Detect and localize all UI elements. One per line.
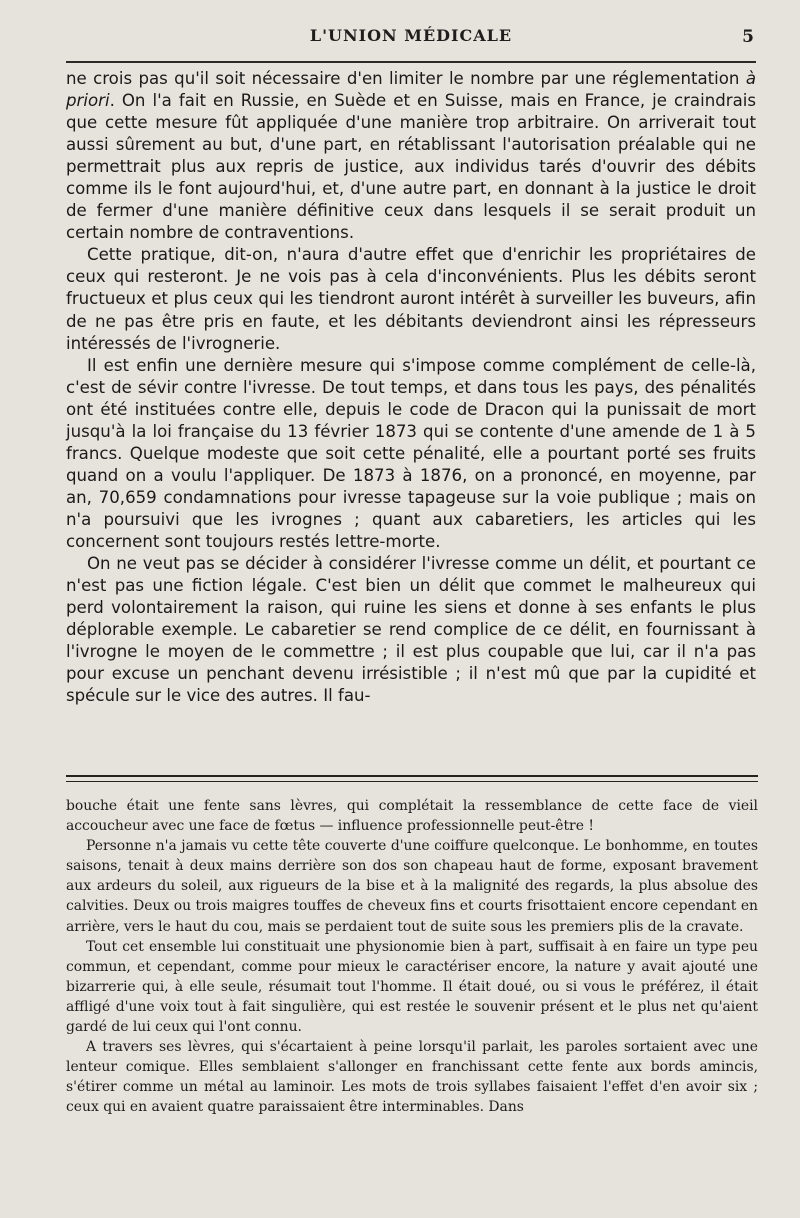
running-head bbox=[66, 26, 756, 52]
feuilleton-paragraph: A travers ses lèvres, qui s'écartaient à peine lorsqu'il parlait, les paroles sortaient avec une lenteur comique. Elles semblaient s'allonger en franchissant cette fente aux bords amincis, s'étirer comme un métal au laminoir. Les mots de trois syllabes faisaient l'effet d'en avoir six ; ceux qui en avaient quatre paraissaient être interminables. Dans bbox=[66, 1039, 758, 1116]
paragraph-text-end: . On l'a fait en Russie, en Suède et en Suisse, mais en France, je craindrais que cette mesure fût appliquée d'une manière trop arbitraire. On arriverait tout aussi sûrement au but, d'une part, en rétablissant l'autorisation préalable qui ne permettrait plus aux repris de justice, aux individus tarés d'ouvrir des débits comme ils le font aujourd'hui, et, d'une autre part, en donnant à la justice le droit de fermer d'une manière définitive ceux dans lesquels il se serait produit un certain nombre de contraventions. bbox=[66, 91, 756, 243]
journal-title: L'UNION MÉDICALE bbox=[309, 26, 513, 45]
latin-emphasis: à priori bbox=[66, 69, 756, 111]
article-paragraph: On ne veut pas se décider à considérer l'ivresse comme un délit, et pourtant ce n'est pas une fiction légale. C'est bien un délit que commet le malheureux qui perd volontairement la raison, qui ruine les siens et donne à ses enfants le plus déplorable exemple. Le cabaretier se rend complice de ce délit, en fournissant à l'ivrogne le moyen de le commettre ; il est plus coupable que lui, car il n'a pas pour excuse un penchant devenu irrésistible ; il n'est mû que par la cupidité et spécule sur le vice des autres. Il fau- bbox=[66, 554, 756, 706]
feuilleton-paragraph: bouche était une fente sans lèvres, qui complétait la ressemblance de cette face de vieil accoucheur avec une face de fœtus — influence professionnelle peut-être ! bbox=[66, 798, 758, 835]
feuilleton-paragraph: Personne n'a jamais vu cette tête couverte d'une coiffure quelconque. Le bonhomme, en toutes saisons, tenait à deux mains derrière son dos son chapeau haut de forme, exposant bravement aux ardeurs du soleil, aux rigueurs de la bise et à la malignité des regards, la plus absolue des calvities. Deux ou trois maigres touffes de cheveux fins et courts frisottaient encore cependant en arrière, vers le haut du cou, mais se perdaient tout de suite sous les premiers plis de la cravate. bbox=[66, 838, 758, 935]
article-paragraph: Il est enfin une dernière mesure qui s'impose comme complément de celle-là, c'est de sévir contre l'ivresse. De tout temps, et dans tous les pays, des pénalités ont été instituées contre elle, depuis le code de Dracon qui la punissait de mort jusqu'à la loi française du 13 février 1873 qui se contente d'une amende de 1 à 5 francs. Quelque modeste que soit cette pénalité, elle a pourtant porté ses fruits quand on a voulu l'appliquer. De 1873 à 1876, on a prononcé, en moyenne, par an, 70,659 condamnations pour ivresse tapageuse sur la voie publique ; mais on n'a poursuivi que les ivrognes ; quant aux cabaretiers, les articles qui les concernent sont toujours restés lettre-morte. bbox=[66, 355, 756, 551]
feuilleton-paragraph: Tout cet ensemble lui constituait une physionomie bien à part, suffisait à en faire un type peu commun, et cependant, comme pour mieux le caractériser encore, la nature y avait ajouté une bizarrerie qui, à elle seule, résumait tout l'homme. Il était doué, ou si vous le préférez, il était affligé d'une voix tout à fait singulière, qui est restée le souvenir présent et le plus net qu'aient gardé de lui ceux qui l'ont connu. bbox=[66, 938, 758, 1036]
article-body bbox=[66, 68, 756, 707]
feuilleton-body bbox=[66, 796, 758, 1118]
paragraph-text-start: ne crois pas qu'il soit nécessaire d'en limiter le nombre par une réglementation bbox=[66, 69, 746, 88]
feuilleton-separator bbox=[66, 775, 758, 782]
article-paragraph: Cette pratique, dit-on, n'aura d'autre effet que d'enrichir les propriétaires de ceux qui resteront. Je ne vois pas à cela d'inconvénients. Plus les débits seront fructueux et plus ceux qui les tiendront auront intérêt à surveiller les buveurs, afin de ne pas être pris en faute, et les débitants deviendront ainsi les répresseurs intéressés de l'ivrognerie. bbox=[66, 245, 756, 353]
page-number: 5 bbox=[742, 27, 754, 47]
header-rule bbox=[66, 61, 756, 63]
article-paragraph bbox=[66, 68, 756, 244]
